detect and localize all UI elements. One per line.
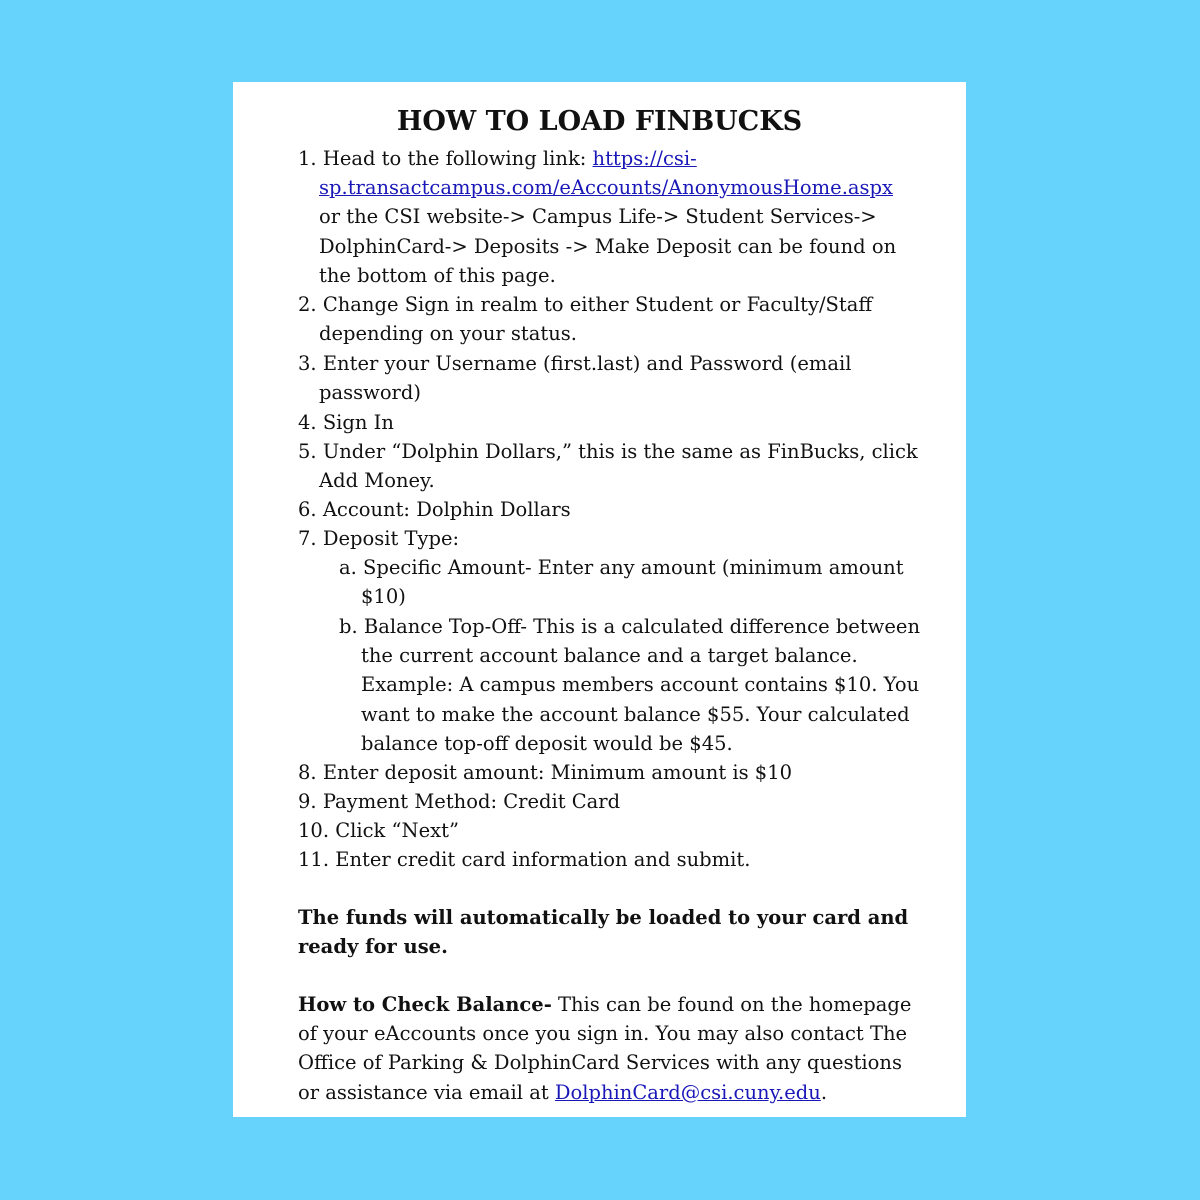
step-2-line2: depending on your status. bbox=[319, 322, 577, 345]
step-7b-line5: balance top-off deposit would be $45. bbox=[361, 732, 733, 755]
step-text: Change Sign in realm to either Student or Faculty/Staff bbox=[322, 293, 873, 316]
transact-link-part2[interactable]: sp.transactcampus.com/eAccounts/AnonymousHome.aspx bbox=[319, 176, 894, 199]
step-text: Sign In bbox=[322, 411, 394, 434]
instruction-sheet bbox=[233, 82, 966, 1117]
step-1-line3: or the CSI website-> Campus Life-> Student Services-> bbox=[319, 205, 877, 228]
page-title: HOW TO LOAD FINBUCKS bbox=[396, 106, 803, 137]
funds-note-line1: The funds will automatically be loaded to your card and bbox=[298, 906, 909, 929]
step-text: Account: Dolphin Dollars bbox=[322, 498, 571, 521]
step-number: 2. bbox=[298, 293, 317, 316]
step-text: Deposit Type: bbox=[322, 527, 460, 550]
substep-letter: a. bbox=[339, 556, 357, 579]
substep-letter: b. bbox=[339, 615, 358, 638]
step-7a bbox=[339, 553, 904, 583]
step-7b-line3: Example: A campus members account contains $10. You bbox=[361, 673, 920, 696]
funds-note-line2: ready for use. bbox=[298, 935, 448, 958]
step-number: 8. bbox=[298, 761, 317, 784]
step-1-line5: the bottom of this page. bbox=[319, 264, 556, 287]
step-number: 9. bbox=[298, 790, 317, 813]
step-4 bbox=[298, 408, 394, 438]
step-9 bbox=[298, 787, 620, 817]
substep-text: Specific Amount- Enter any amount (minimum amount bbox=[363, 556, 904, 579]
step-text: Head to the following link: bbox=[322, 147, 593, 170]
step-2 bbox=[298, 290, 872, 320]
step-3-line2: password) bbox=[319, 381, 421, 404]
step-7 bbox=[298, 524, 459, 554]
substep-text: Balance Top-Off- This is a calculated difference between bbox=[363, 615, 921, 638]
step-7b-line2: the current account balance and a target balance. bbox=[361, 644, 858, 667]
balance-text: This can be found on the homepage bbox=[551, 993, 912, 1016]
step-3 bbox=[298, 349, 851, 379]
step-number: 5. bbox=[298, 440, 317, 463]
step-5-line2: Add Money. bbox=[319, 469, 435, 492]
transact-link-part1[interactable]: https://csi- bbox=[592, 147, 697, 170]
balance-text: or assistance via email at bbox=[298, 1081, 555, 1104]
balance-line1 bbox=[298, 990, 911, 1020]
email-link[interactable]: DolphinCard@csi.cuny.edu bbox=[554, 1081, 821, 1104]
step-11 bbox=[298, 845, 750, 875]
step-7b bbox=[339, 612, 920, 642]
balance-line3: Office of Parking & DolphinCard Services with any questions bbox=[298, 1051, 902, 1074]
balance-period: . bbox=[820, 1081, 828, 1104]
step-6 bbox=[298, 495, 571, 525]
balance-line2: of your eAccounts once you sign in. You may also contact The bbox=[298, 1022, 908, 1045]
step-1-line4: DolphinCard-> Deposits -> Make Deposit can be found on bbox=[319, 235, 897, 258]
step-text: Enter credit card information and submit. bbox=[335, 848, 751, 871]
step-number: 1. bbox=[298, 147, 317, 170]
step-number: 6. bbox=[298, 498, 317, 521]
step-number: 3. bbox=[298, 352, 317, 375]
step-text: Enter your Username (first.last) and Password (email bbox=[322, 352, 852, 375]
balance-line4 bbox=[298, 1078, 827, 1108]
step-number: 7. bbox=[298, 527, 317, 550]
step-5 bbox=[298, 437, 918, 467]
step-7b-line4: want to make the account balance $55. Your calculated bbox=[361, 703, 910, 726]
step-text: Enter deposit amount: Minimum amount is $10 bbox=[322, 761, 793, 784]
step-1 bbox=[298, 144, 697, 174]
step-7a-line2: $10) bbox=[361, 585, 406, 608]
step-text: Payment Method: Credit Card bbox=[322, 790, 621, 813]
step-text: Click “Next” bbox=[335, 819, 459, 842]
step-text: Under “Dolphin Dollars,” this is the same as FinBucks, click bbox=[322, 440, 918, 463]
step-number: 10. bbox=[298, 819, 330, 842]
step-1-line2 bbox=[319, 173, 893, 203]
step-number: 4. bbox=[298, 411, 317, 434]
balance-heading: How to Check Balance- bbox=[298, 993, 552, 1016]
step-number: 11. bbox=[298, 848, 330, 871]
step-10 bbox=[298, 816, 459, 846]
step-8 bbox=[298, 758, 792, 788]
